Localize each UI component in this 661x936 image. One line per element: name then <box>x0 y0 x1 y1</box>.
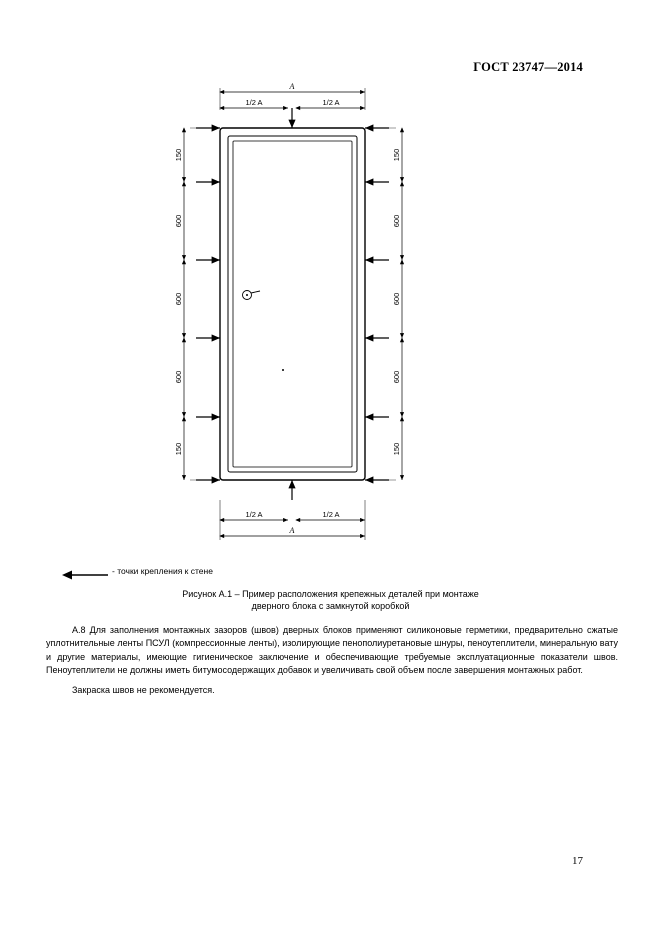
dim-right-5: 150 <box>392 442 401 456</box>
dim-right-3: 600 <box>392 292 401 306</box>
closing-paragraph: Закраска швов не рекомендуется. <box>72 685 215 696</box>
dim-bottom-half-left: 1/2 A <box>245 510 263 519</box>
dim-top-half-right: 1/2 A <box>322 98 340 107</box>
page-number: 17 <box>572 855 583 867</box>
dim-left-3: 600 <box>174 292 183 306</box>
legend-label: - точки крепления к стене <box>112 566 213 576</box>
dim-top-half-left: 1/2 A <box>245 98 263 107</box>
fixing-point-arrow-icon <box>62 570 108 580</box>
body-text <box>46 624 618 697</box>
dim-bottom-half-right: 1/2 A <box>322 510 340 519</box>
door-block-drawing <box>150 80 480 560</box>
clause-a8-paragraph: А.8 Для заполнения монтажных зазоров (швов) дверных блоков применяют силиконовые герметики, предварительно сжатые уплотнительные ленты ПСУЛ (компрессионные ленты), изолирующие пенополиуретановые шнуры, пеноутеплители, минеральную вату и другие материалы, имеющие гигиеническое заключение и обеспечивающие требуемые эксплуатационные показатели швов. Пеноутеплители не должны иметь битумосодержащих добавок и увеличивать свой объем после завершения монтажных работ. <box>46 625 618 675</box>
dim-left-2: 600 <box>174 214 183 228</box>
standard-header: ГОСТ 23747—2014 <box>473 60 583 74</box>
dim-right-1: 150 <box>392 148 401 162</box>
figure-caption <box>0 588 661 612</box>
figure-caption-line1: Рисунок А.1 – Пример расположения крепежных деталей при монтаже <box>182 589 479 599</box>
dim-right-4: 600 <box>392 370 401 384</box>
dim-top-total: A <box>289 82 295 91</box>
dim-bottom-total: A <box>289 526 295 535</box>
dim-right-2: 600 <box>392 214 401 228</box>
figure-a1 <box>150 80 480 560</box>
dim-left-5: 150 <box>174 442 183 456</box>
figure-caption-line2: дверного блока с замкнутой коробкой <box>251 601 410 611</box>
dim-left-1: 150 <box>174 148 183 162</box>
figure-legend <box>62 566 422 584</box>
dim-left-4: 600 <box>174 370 183 384</box>
